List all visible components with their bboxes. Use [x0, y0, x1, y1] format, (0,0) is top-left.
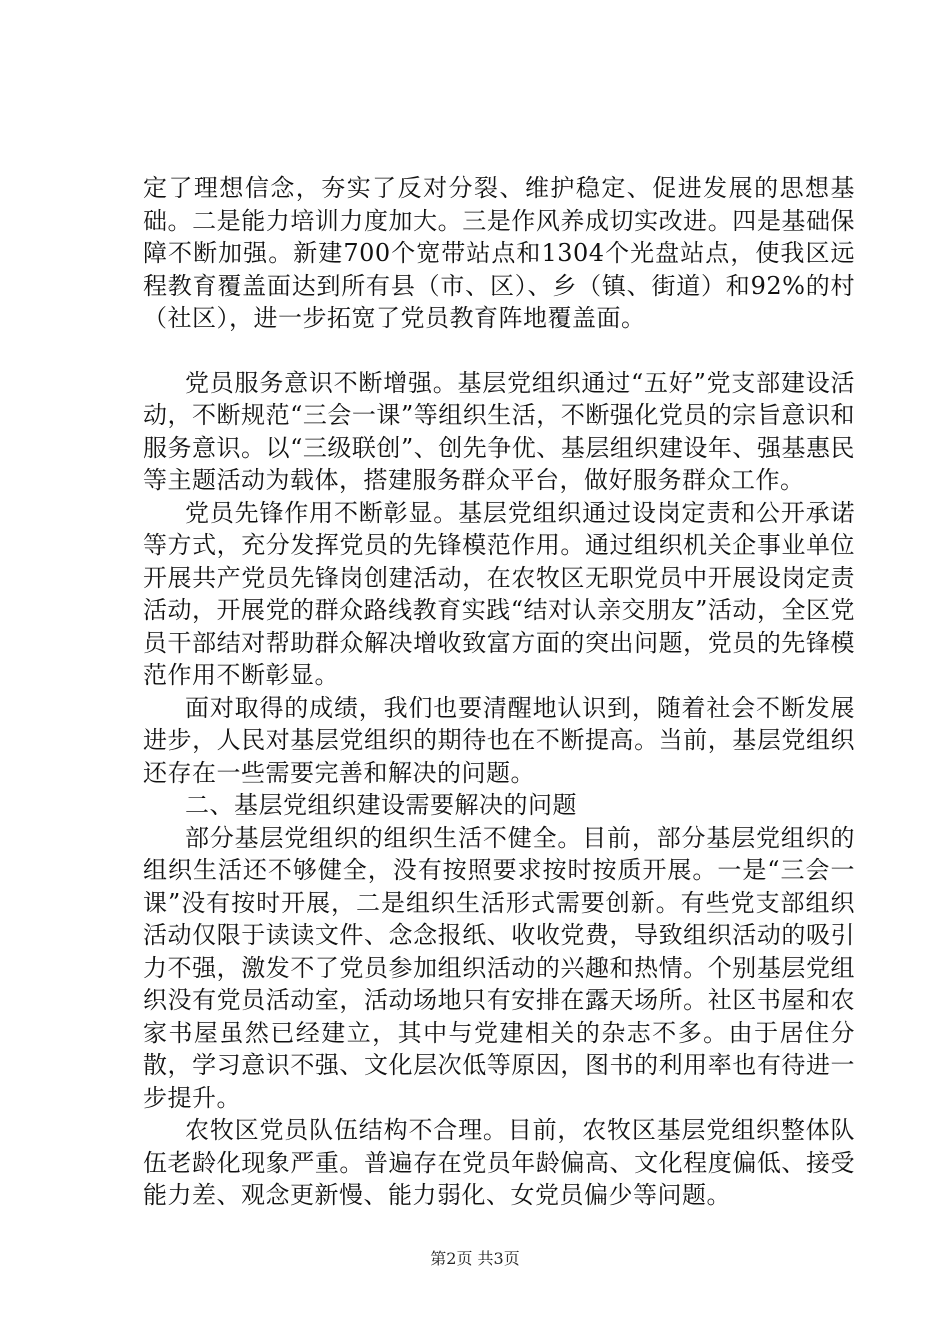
page-footer: 第2页 共3页: [430, 1249, 520, 1268]
section-heading: 二、基层党组织建设需要解决的问题: [185, 791, 577, 819]
document-body: [143, 172, 855, 1212]
paragraph-member-structure: 农牧区党员队伍结构不合理。目前，农牧区基层党组织整体队伍老龄化现象严重。普遍存在党员年龄偏高、文化程度偏低、接受能力差、观念更新慢、能力弱化、女党员偏少等问题。: [143, 1116, 855, 1209]
paragraph-continued: 定了理想信念，夯实了反对分裂、维护稳定、促进发展的思想基础。二是能力培训力度加大。三是作风养成切实改进。四是基础保障不断加强。新建700个宽带站点和1304个光盘站点，使我区远程教育覆盖面达到所有县（市、区）、乡（镇、街道）和92%的村（社区），进一步拓宽了党员教育阵地覆盖面。: [143, 174, 855, 332]
paragraph-organization-life: 部分基层党组织的组织生活不健全。目前，部分基层党组织的组织生活还不够健全，没有按照要求按时按质开展。一是“三会一课”没有按时开展，二是组织生活形式需要创新。有些党支部组织活动仅限于读读文件、念念报纸、收收党费，导致组织活动的吸引力不强，激发不了党员参加组织活动的兴趣和热情。个别基层党组织没有党员活动室，活动场地只有安排在露天场所。社区书屋和农家书屋虽然已经建立，其中与党建相关的杂志不多。由于居住分散，学习意识不强、文化层次低等原因，图书的利用率也有待进一步提升。: [143, 823, 855, 1112]
paragraph-party-vanguard: 党员先锋作用不断彰显。基层党组织通过设岗定责和公开承诺等方式，充分发挥党员的先锋模范作用。通过组织机关企事业单位开展共产党员先锋岗创建活动，在农牧区无职党员中开展设岗定责活动，开展党的群众路线教育实践“结对认亲交朋友”活动，全区党员干部结对帮助群众解决增收致富方面的突出问题，党员的先锋模范作用不断彰显。: [143, 498, 855, 689]
paragraph-achievements-summary: 面对取得的成绩，我们也要清醒地认识到，随着社会不断发展进步，人民对基层党组织的期待也在不断提高。当前，基层党组织还存在一些需要完善和解决的问题。: [143, 693, 855, 787]
paragraph-party-service: 党员服务意识不断增强。基层党组织通过“五好”党支部建设活动，不断规范“三会一课”等组织生活，不断强化党员的宗旨意识和服务意识。以“三级联创”、创先争优、基层组织建设年、强基惠民等主题活动为载体，搭建服务群众平台，做好服务群众工作。: [143, 368, 855, 494]
